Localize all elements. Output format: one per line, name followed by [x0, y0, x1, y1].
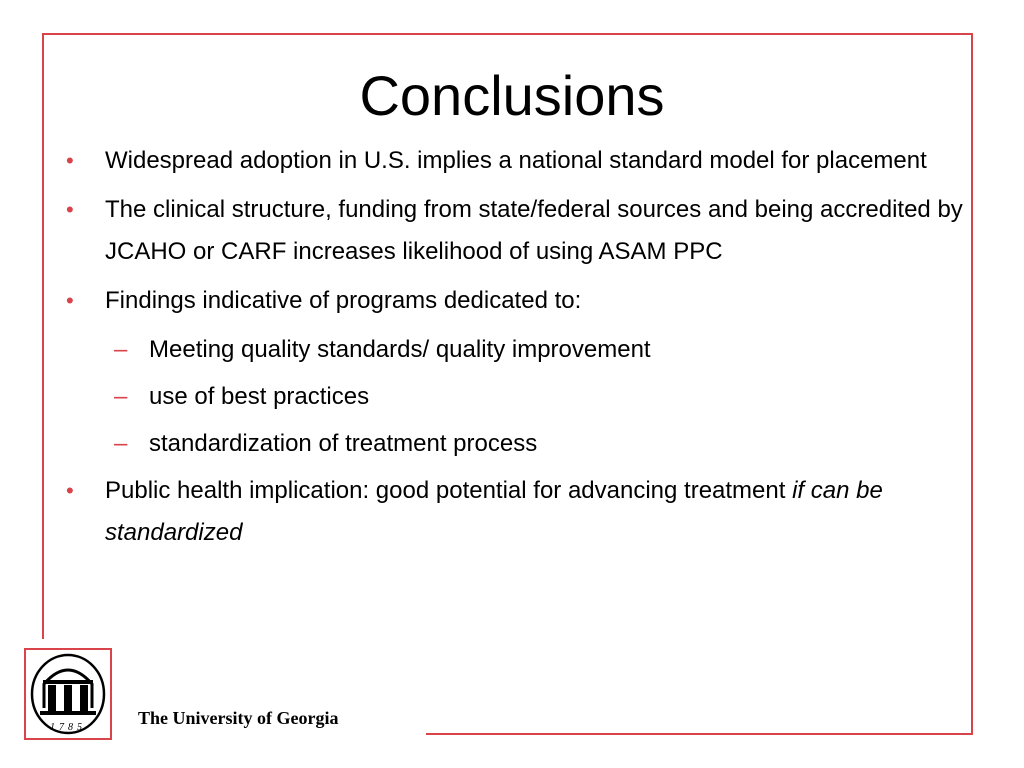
slide-frame-top	[42, 33, 973, 35]
sub-bullet-marker: –	[114, 430, 128, 457]
sub-bullet-marker: –	[114, 383, 128, 410]
bullet-marker: •	[66, 197, 74, 222]
sub-bullet-text: standardization of treatment process	[149, 430, 538, 457]
sub-bullet-marker: –	[114, 336, 128, 363]
bullet-item	[66, 280, 986, 322]
sub-bullet-item	[66, 329, 986, 371]
sub-bullet-item	[66, 423, 986, 465]
sub-bullet-text: use of best practices	[149, 383, 370, 410]
bullet-text: Findings indicative of programs dedicated to:	[105, 287, 582, 314]
bullet-text: Public health implication: good potential for advancing treatment	[105, 477, 793, 504]
university-name: The University of Georgia	[138, 708, 339, 728]
arch-columns-icon	[26, 650, 110, 738]
slide-frame-bottom	[426, 733, 973, 735]
slide-title: Conclusions	[359, 64, 665, 127]
bullet-item	[66, 140, 986, 182]
sub-bullet-item	[66, 376, 986, 418]
bullet-marker: •	[66, 148, 74, 173]
bullet-emphasis-text: if can be standardized	[105, 477, 883, 546]
bullet-text: Widespread adoption in U.S. implies a national standard model for placement	[105, 147, 927, 174]
bullet-marker: •	[66, 288, 74, 313]
bullet-text: The clinical structure, funding from state/federal sources and being accredited by JCAHO or CARF increases likelihood of using ASAM PPC	[105, 196, 963, 265]
university-logo	[24, 648, 112, 740]
logo-year: 1785	[50, 722, 86, 733]
bullet-marker: •	[66, 478, 74, 503]
bullet-item	[66, 189, 986, 273]
bullet-item	[66, 470, 986, 554]
sub-bullet-text: Meeting quality standards/ quality improvement	[149, 336, 651, 363]
bullet-list	[66, 140, 986, 561]
